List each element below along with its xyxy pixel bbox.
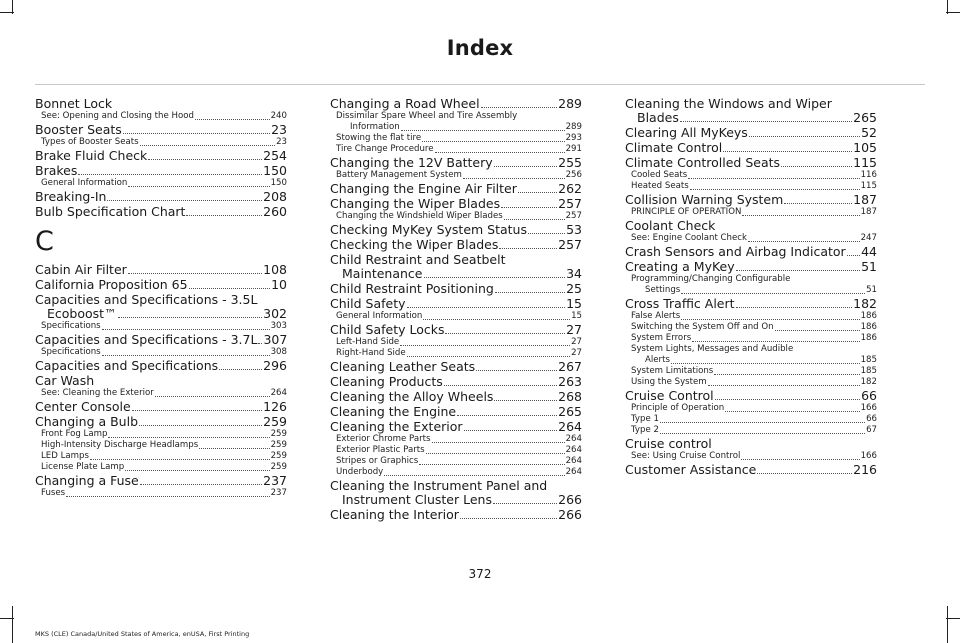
index-column-2: [330, 96, 582, 522]
index-subentry: Specifications 303: [41, 321, 287, 331]
index-entry: Cleaning Products 263: [330, 374, 582, 389]
index-entry: Clearing All MyKeys 52: [625, 125, 877, 140]
index-subentry: Switching the System Off and On 186: [631, 322, 877, 332]
index-subentry-continuation: Alerts 185: [645, 355, 877, 365]
index-entry-continuation: Blades 265: [637, 110, 877, 125]
index-subentry: See: Opening and Closing the Hood 240: [41, 111, 287, 121]
index-subentry: Type 2 67: [631, 425, 877, 435]
index-subentry: Exterior Chrome Parts 264: [336, 434, 582, 444]
index-subentry: General Information 150: [41, 178, 287, 188]
index-subentry: Tire Change Procedure 291: [336, 144, 582, 154]
index-subentry: Right-Hand Side 27: [336, 348, 582, 358]
section-letter: C: [35, 226, 54, 257]
index-entry: Child Restraint Positioning 25: [330, 281, 582, 296]
index-column-1: [35, 96, 287, 499]
index-entry: Cleaning the Windows and Wiper: [625, 96, 832, 111]
index-subentry: Stripes or Graphics 264: [336, 456, 582, 466]
index-entry: Climate Controlled Seats 115: [625, 155, 877, 170]
index-subentry: Principle of Operation 166: [631, 403, 877, 413]
index-subentry: Programming/Changing Configurable: [631, 274, 791, 284]
index-entry: Child Restraint and Seatbelt: [330, 252, 506, 267]
index-subentry: Dissimilar Spare Wheel and Tire Assembly: [336, 111, 518, 121]
index-subentry: System Limitations 185: [631, 366, 877, 376]
index-entry: Capacities and Specifications - 3.7L 307: [35, 332, 288, 347]
index-entry: Cleaning the Alloy Wheels 268: [330, 389, 582, 404]
index-entry: Bulb Specification Chart 260: [35, 204, 287, 219]
index-entry: Changing a Road Wheel 289: [330, 96, 582, 111]
index-subentry: Stowing the flat tire 293: [336, 133, 582, 143]
index-entry: Booster Seats 23: [35, 122, 287, 137]
index-subentry: Underbody 264: [336, 467, 582, 477]
index-entry: Cleaning the Exterior 264: [330, 419, 582, 434]
index-entry-continuation: Ecoboost™ 302: [47, 306, 287, 321]
index-entry: Collision Warning System 187: [625, 192, 877, 207]
index-subentry: See: Using Cruise Control 166: [631, 451, 877, 461]
index-subentry: See: Cleaning the Exterior 264: [41, 388, 287, 398]
index-subentry: See: Engine Coolant Check 247: [631, 233, 877, 243]
index-entry: Changing the Engine Air Filter 262: [330, 181, 582, 196]
index-entry: Brake Fluid Check 254: [35, 148, 287, 163]
index-entry-continuation: Instrument Cluster Lens 266: [342, 492, 582, 507]
index-entry: Cross Traffic Alert 182: [625, 296, 877, 311]
index-entry: Climate Control 105: [625, 140, 877, 155]
index-subentry: License Plate Lamp 259: [41, 462, 287, 472]
index-entry: Capacities and Specifications - 3.5L: [35, 292, 258, 307]
index-subentry: Front Fog Lamp 259: [41, 429, 287, 439]
index-entry: Cleaning the Engine 265: [330, 404, 582, 419]
index-entry: Cruise control: [625, 436, 712, 451]
index-entry: Checking MyKey System Status 53: [330, 222, 582, 237]
index-subentry: Heated Seats 115: [631, 181, 877, 191]
crop-mark-top-right-h: [946, 12, 960, 13]
index-subentry: LED Lamps 259: [41, 451, 287, 461]
index-subentry: High-Intensity Discharge Headlamps 259: [41, 440, 287, 450]
crop-mark-bottom-left-h: [0, 618, 14, 619]
index-entry: Creating a MyKey 51: [625, 259, 877, 274]
index-entry: Coolant Check: [625, 218, 716, 233]
index-subentry-continuation: Information 289: [350, 122, 582, 132]
index-subentry: General Information 15: [336, 311, 582, 321]
crop-mark-bottom-right-h: [946, 618, 960, 619]
index-entry: Center Console 126: [35, 399, 287, 414]
footer-text: MKS (CLE) Canada/United States of America, enUSA, First Printing: [35, 630, 250, 638]
index-subentry: Types of Booster Seats 23: [41, 137, 287, 147]
index-subentry: Changing the Windshield Wiper Blades 257: [336, 211, 582, 221]
index-subentry: Exterior Plastic Parts 264: [336, 445, 582, 455]
index-subentry: PRINCIPLE OF OPERATION 187: [631, 207, 877, 217]
crop-mark-top-left-h: [0, 12, 14, 13]
index-entry: Cleaning the Interior 266: [330, 507, 582, 522]
index-entry: Cruise Control 66: [625, 388, 877, 403]
index-entry: Crash Sensors and Airbag Indicator 44: [625, 244, 877, 259]
title-rule: [35, 84, 925, 85]
index-entry: Changing a Bulb 259: [35, 414, 287, 429]
index-entry: Changing the 12V Battery 255: [330, 155, 582, 170]
index-entry: Customer Assistance 216: [625, 462, 877, 477]
index-entry: Bonnet Lock: [35, 96, 113, 111]
index-subentry: Using the System 182: [631, 377, 877, 387]
index-subentry: Left-Hand Side 27: [336, 337, 582, 347]
index-entry: Checking the Wiper Blades 257: [330, 237, 582, 252]
index-subentry: Type 1 66: [631, 414, 877, 424]
index-entry: Cleaning the Instrument Panel and: [330, 478, 548, 493]
index-subentry: System Errors 186: [631, 333, 877, 343]
index-entry: Cleaning Leather Seats 267: [330, 359, 582, 374]
page-title: Index: [446, 36, 514, 60]
index-subentry-continuation: Settings 51: [645, 285, 877, 295]
index-subentry: Battery Management System 256: [336, 170, 582, 180]
index-entry: California Proposition 65 10: [35, 277, 287, 292]
index-subentry: System Lights, Messages and Audible: [631, 344, 794, 354]
index-entry-continuation: Maintenance 34: [342, 266, 582, 281]
index-entry: Brakes 150: [35, 163, 287, 178]
index-entry: Child Safety 15: [330, 296, 582, 311]
index-subentry: Fuses 237: [41, 488, 287, 498]
index-entry: Child Safety Locks 27: [330, 322, 582, 337]
index-entry: Capacities and Specifications 296: [35, 358, 287, 373]
index-entry: Changing a Fuse 237: [35, 473, 287, 488]
index-subentry: Specifications 308: [41, 347, 287, 357]
page-number: 372: [468, 567, 492, 581]
crop-mark-bottom-right-v: [947, 606, 948, 643]
index-subentry: False Alerts 186: [631, 311, 877, 321]
index-subentry: Cooled Seats 116: [631, 170, 877, 180]
index-entry: Cabin Air Filter 108: [35, 262, 287, 277]
index-entry: Breaking-In 208: [35, 189, 287, 204]
index-entry: Car Wash: [35, 373, 95, 388]
crop-mark-bottom-left-v: [12, 606, 13, 643]
index-column-3: [625, 96, 877, 477]
index-entry: Changing the Wiper Blades 257: [330, 196, 582, 211]
